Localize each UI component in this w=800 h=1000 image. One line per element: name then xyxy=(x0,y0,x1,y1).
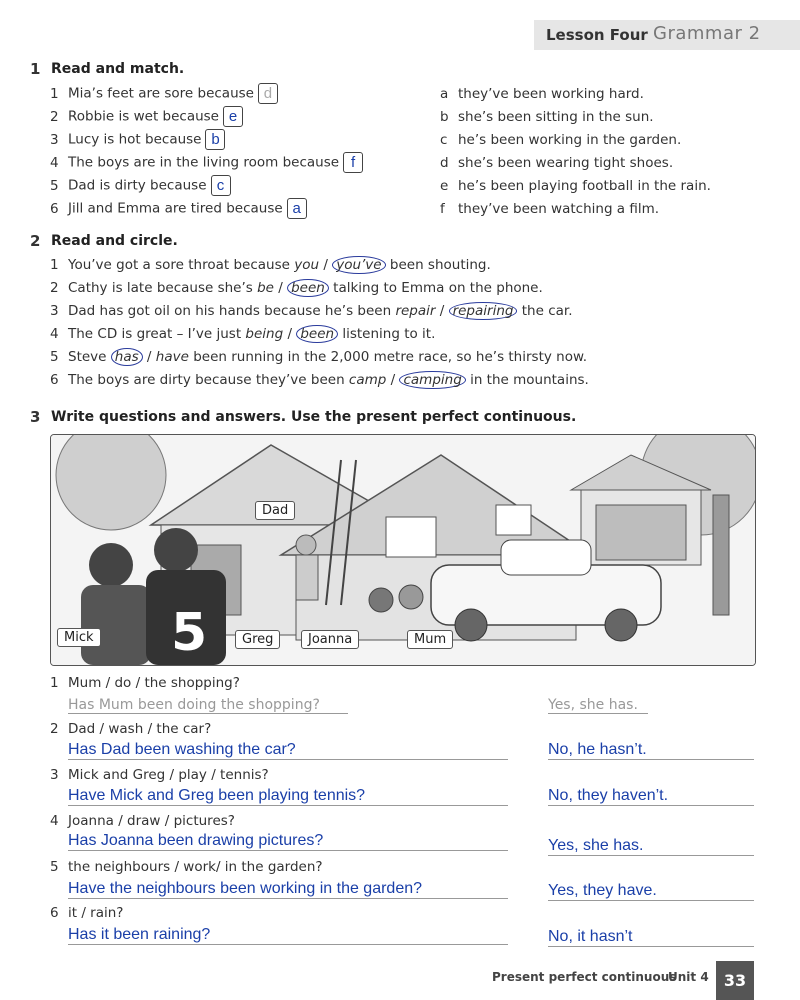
option-1[interactable]: be xyxy=(257,280,274,296)
page-number: 33 xyxy=(716,961,754,1000)
match-left-4: 4 The boys are in the living room because f xyxy=(50,152,363,173)
prompt-3: 3 Mick and Greg / play / tennis? xyxy=(50,767,269,783)
option-2-circled[interactable]: repairing xyxy=(449,302,518,320)
option-1[interactable]: you xyxy=(294,257,320,273)
short-answer-1[interactable]: Yes, she has. xyxy=(548,697,648,714)
lesson-header xyxy=(534,20,800,50)
match-answer-box[interactable]: c xyxy=(211,175,231,196)
option-2-circled[interactable]: been xyxy=(296,325,338,343)
prompt-1: 1 Mum / do / the shopping? xyxy=(50,675,240,691)
question-answer-2[interactable]: Has Dad been washing the car? xyxy=(68,741,508,760)
match-left-6: 6 Jill and Emma are tired because a xyxy=(50,198,307,219)
match-right-e: e he’s been playing football in the rain. xyxy=(440,178,711,194)
label-greg: Greg xyxy=(235,630,280,649)
short-answer-2[interactable]: No, he hasn’t. xyxy=(548,741,754,760)
label-mick: Mick xyxy=(57,628,101,647)
house-scene-drawing xyxy=(51,435,755,665)
question-answer-3[interactable]: Have Mick and Greg been playing tennis? xyxy=(68,787,508,806)
option-1[interactable]: being xyxy=(245,326,284,342)
svg-text:5: 5 xyxy=(171,603,208,663)
question-answer-5[interactable]: Have the neighbours been working in the garden? xyxy=(68,880,508,899)
question-answer-4[interactable]: Has Joanna been drawing pictures? xyxy=(68,832,508,851)
circle-item-5: 5 Steve has / have been running in the 2,000 metre race, so he’s thirsty now. xyxy=(50,349,588,365)
label-joanna: Joanna xyxy=(301,630,359,649)
match-left-3: 3 Lucy is hot because b xyxy=(50,129,225,150)
circle-item-3: 3 Dad has got oil on his hands because he’s been repair / repairing the car. xyxy=(50,303,573,319)
match-right-f: f they’ve been watching a film. xyxy=(440,201,660,217)
exercise-3-title: Write questions and answers. Use the present perfect continuous. xyxy=(51,409,577,425)
prompt-2: 2 Dad / wash / the car? xyxy=(50,721,212,737)
label-mum: Mum xyxy=(407,630,453,649)
option-1[interactable]: camp xyxy=(348,372,387,388)
circle-item-2: 2 Cathy is late because she’s be / been talking to Emma on the phone. xyxy=(50,280,543,296)
exercise-1-title: Read and match. xyxy=(51,61,185,77)
match-right-d: d she’s been wearing tight shoes. xyxy=(440,155,674,171)
match-left-1: 1 Mia’s feet are sore because d xyxy=(50,83,278,104)
short-answer-5[interactable]: Yes, they have. xyxy=(548,882,754,901)
match-right-c: c he’s been working in the garden. xyxy=(440,132,682,148)
match-right-a: a they’ve been working hard. xyxy=(440,86,644,102)
prompt-6: 6 it / rain? xyxy=(50,905,124,921)
section-title: Grammar 2 xyxy=(653,23,761,44)
footer-topic: Present perfect continuous xyxy=(492,970,677,984)
exercise-2-number: 2 xyxy=(30,232,41,250)
lesson-title: Lesson Four xyxy=(546,26,648,44)
circle-item-6: 6 The boys are dirty because they’ve been camp / camping in the mountains. xyxy=(50,372,589,388)
option-1-circled[interactable]: has xyxy=(111,348,143,366)
circle-item-1: 1 You’ve got a sore throat because you / you’ve been shouting. xyxy=(50,257,491,273)
match-left-2: 2 Robbie is wet because e xyxy=(50,106,243,127)
exercise-3-number: 3 xyxy=(30,408,41,426)
short-answer-3[interactable]: No, they haven’t. xyxy=(548,787,754,806)
short-answer-6[interactable]: No, it hasn’t xyxy=(548,928,754,947)
match-answer-box[interactable]: b xyxy=(205,129,225,150)
short-answer-4[interactable]: Yes, she has. xyxy=(548,837,754,856)
prompt-5: 5 the neighbours / work/ in the garden? xyxy=(50,859,323,875)
illustration-house-scene xyxy=(50,434,756,666)
exercise-1-number: 1 xyxy=(30,60,41,78)
prompt-4: 4 Joanna / draw / pictures? xyxy=(50,813,235,829)
match-left-5: 5 Dad is dirty because c xyxy=(50,175,231,196)
match-answer-box[interactable]: f xyxy=(343,152,363,173)
match-answer-box[interactable]: d xyxy=(258,83,278,104)
label-dad: Dad xyxy=(255,501,295,520)
circle-item-4: 4 The CD is great – I’ve just being / been listening to it. xyxy=(50,326,436,342)
question-answer-6[interactable]: Has it been raining? xyxy=(68,926,508,945)
exercise-2-title: Read and circle. xyxy=(51,233,178,249)
match-answer-box[interactable]: e xyxy=(223,106,243,127)
footer-unit: Unit 4 xyxy=(668,970,709,984)
option-1[interactable]: repair xyxy=(395,303,436,319)
question-answer-1[interactable]: Has Mum been doing the shopping? xyxy=(68,697,348,714)
option-2-circled[interactable]: been xyxy=(287,279,329,297)
option-2-circled[interactable]: you’ve xyxy=(332,256,385,274)
match-right-b: b she’s been sitting in the sun. xyxy=(440,109,654,125)
option-2[interactable]: have xyxy=(155,349,189,365)
option-2-circled[interactable]: camping xyxy=(399,371,465,389)
match-answer-box[interactable]: a xyxy=(287,198,307,219)
